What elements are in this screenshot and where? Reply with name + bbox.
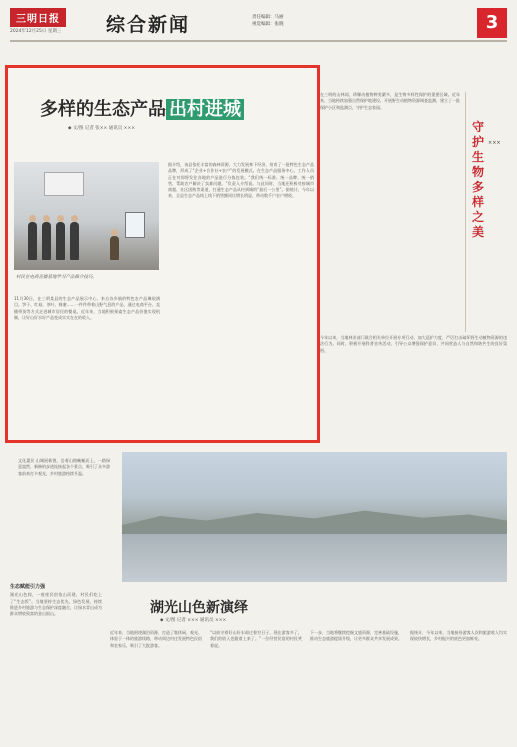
person-head (29, 215, 36, 222)
poster-board (44, 172, 84, 196)
person-head (71, 215, 78, 222)
feature-byline: ◆ 文/图 记者 张×× 通讯员 ××× (68, 126, 135, 131)
person-figure (28, 222, 37, 260)
side-article-title: 守护生物多样之美 (471, 120, 484, 239)
person-head (57, 215, 64, 222)
lower-note: 文化惠民 山城展新貌，沿着山路蜿蜒而上，一路绿意盎然，新修的步道连接起各个景点，吸引了众多游客前来打卡观光，乡村旅游持续升温。 (18, 458, 110, 476)
column-divider (465, 92, 466, 332)
page-number: 3 (477, 8, 507, 38)
feature-article-highlight[interactable] (5, 65, 320, 443)
person-head (43, 215, 50, 222)
editor-line: 责任编辑：马丽 (252, 15, 284, 20)
lake-water (122, 534, 507, 582)
lower-headline: 湖光山色新演绎 (150, 600, 248, 616)
lower-text-col: 据统计，今年以来，当地接待游客人次和旅游收入均实现较快增长，乡村振兴的底色更加鲜亮。 (410, 630, 507, 642)
person-figure (42, 222, 51, 260)
editor-info (252, 14, 284, 28)
side-article-text-2: 今年以来，当地林业部门联合相关单位开展专项行动，加大巡护力度，严厉打击破坏野生动植物资源的违法行为。同时，积极开展科普宣传活动，引导公众增强保护意识，共同营造人与自然和谐共生的良好氛围。 (320, 335, 507, 353)
headline-main: 多样的生态产品 (40, 99, 166, 120)
mountain-shape (122, 504, 507, 534)
masthead (10, 8, 507, 38)
person-figure (70, 222, 79, 260)
feature-text-col-b: 据介绍，该县依托丰富的森林资源，大力发展林下经济，培育了一批特色生态产品品牌，形成了“企业+合作社+农户”的发展模式。在生态产品服务中心，工作人员正在对即将发往各地的产品进行分拣包装。“我们统一标准、统一品牌、统一销售，帮助农户解决了卖难问题。”负责人介绍说。与此同时，当地还积极对接城市商超、社区团购等渠道，打通生态产品从村到城的“最后一公里”。据统计，今年以来，全县生态产品线上线下销售额同比增长明显，带动数千户农户增收。 (168, 162, 314, 199)
feature-photo (14, 162, 159, 270)
person-head (111, 229, 118, 236)
feature-text-col-a: 11月30日，在三明某县的生态产品展示中心，来自各乡镇的特色农产品琳琅满目。笋干、红菇、茶叶、蜂蜜……一件件带着山野气息的产品，通过电商平台、直播带货等方式走进城市居民的餐桌。近年来，当地积极探索生态产品价值实现机制，让好山好水好产品变成实实在在的收入。 (14, 296, 160, 320)
section-title: 综合新闻 (106, 14, 191, 36)
issue-date: 2024年12月25日 星期三 (10, 29, 62, 34)
lower-text-col: 下一步，当地将继续挖掘文旅资源，完善基础设施，推动生态旅游提质升级，让更多群众共享发展成果。 (310, 630, 402, 642)
lower-text: 湖光山色间，一座座民宿依山而建，村民们吃上了“生态饭”。当地坚持生态优先、绿色发展，持续推进乡村旅游与生态保护深度融合，让绿水青山成为群众增收致富的金山银山。 (10, 592, 102, 617)
side-article-author: ××× (488, 140, 501, 146)
lower-text-col: 近年来，当地围绕湖泊资源，打造了集休闲、观光、体验于一体的旅游线路，带动周边村庄发展特色民宿和农家乐，吸引了大批游客。 (110, 630, 202, 648)
lower-subhead: 生态赋能引力强 (10, 584, 46, 590)
header-rule (10, 40, 507, 42)
lower-byline: ◆ 文/图 记者 ××× 通讯员 ××× (160, 618, 227, 623)
newspaper-logo: 三明日报 (10, 8, 66, 27)
headline-highlight: 出村进城 (166, 99, 244, 120)
display-screen (125, 212, 145, 238)
editor-line: 视觉编辑：张晓 (252, 22, 284, 27)
landscape-photo (122, 452, 507, 582)
photo-caption: 村民在电商直播基地学习产品推介技巧。 (16, 275, 97, 280)
lower-text-col (10, 582, 102, 742)
lower-text-col: “以前守着好山好水却过着穷日子，现在游客多了，我们的收入也跟着上来了。”一位经营民宿的村民笑着说。 (210, 630, 302, 648)
feature-headline (40, 95, 244, 121)
side-article-text: 在三明的山林间，珍稀动植物种类繁多，是生物多样性保护的重要区域。近年来，当地持续加强自然保护地建设，开展野生动植物资源调查监测，建立了一批保护小区和监测点，守护生态家园。 (320, 92, 460, 110)
person-figure (110, 236, 119, 260)
person-figure (56, 222, 65, 260)
